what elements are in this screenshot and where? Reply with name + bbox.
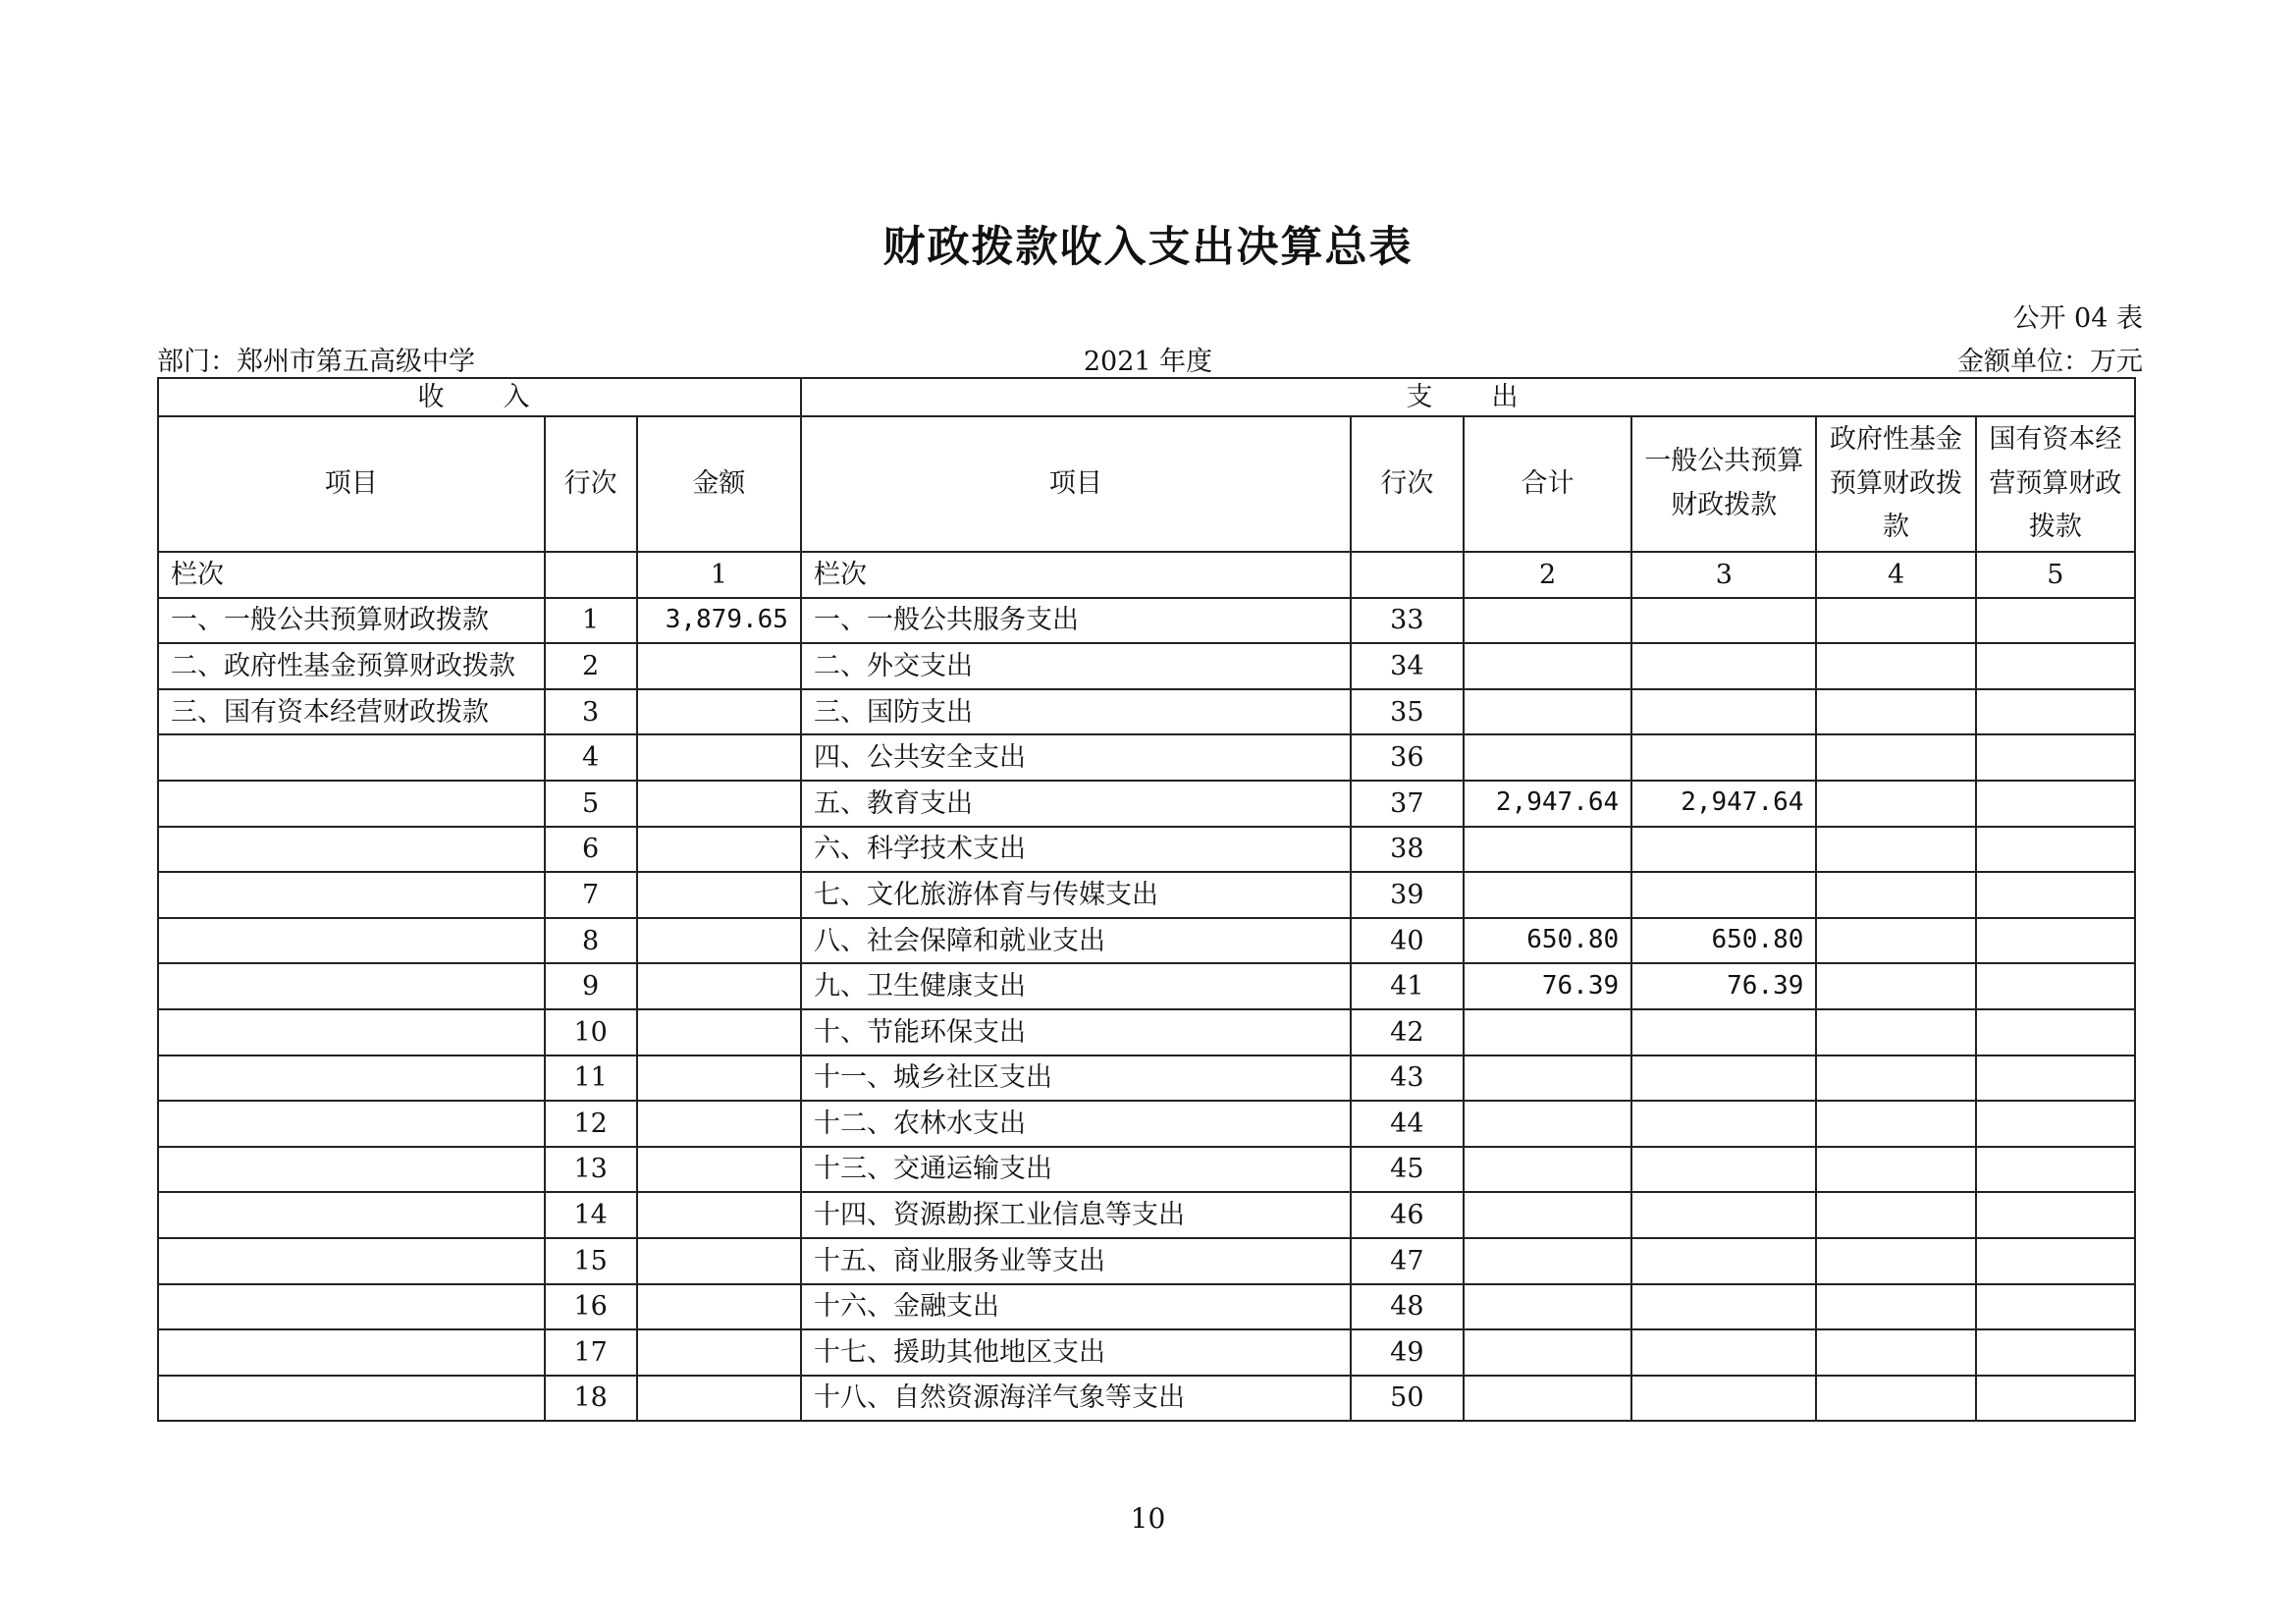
total-cell bbox=[1464, 1284, 1631, 1330]
total-cell bbox=[1464, 689, 1631, 735]
income-row-cell: 6 bbox=[545, 827, 637, 873]
state-capital-cell bbox=[1976, 1147, 2135, 1193]
income-item-cell bbox=[158, 918, 545, 964]
income-row-cell: 16 bbox=[545, 1284, 637, 1330]
income-amount-cell bbox=[637, 1192, 801, 1238]
page-title: 财政拨款收入支出决算总表 bbox=[882, 223, 1414, 272]
income-row-cell: 5 bbox=[545, 781, 637, 827]
header-income-amount: 金额 bbox=[637, 416, 801, 552]
table-row bbox=[158, 1101, 2135, 1147]
header-total: 合计 bbox=[1464, 416, 1631, 552]
expense-item-cell: 十三、交通运输支出 bbox=[801, 1147, 1351, 1193]
general-budget-cell: 650.80 bbox=[1631, 918, 1816, 964]
income-row-cell: 11 bbox=[545, 1056, 637, 1102]
expense-band: 支出 bbox=[801, 378, 2135, 416]
general-budget-cell bbox=[1631, 598, 1816, 644]
department-label: 部门：郑州市第五高级中学 bbox=[157, 347, 475, 377]
income-amount-cell bbox=[637, 1329, 801, 1376]
state-capital-cell bbox=[1976, 1056, 2135, 1102]
general-budget-cell bbox=[1631, 1147, 1816, 1193]
state-capital-cell bbox=[1976, 598, 2135, 644]
table-row bbox=[158, 781, 2135, 827]
general-budget-cell bbox=[1631, 1329, 1816, 1376]
total-cell bbox=[1464, 1009, 1631, 1056]
gov-fund-cell bbox=[1816, 1056, 1975, 1102]
table-row bbox=[158, 1009, 2135, 1056]
expense-row-cell: 44 bbox=[1351, 1101, 1464, 1147]
total-cell bbox=[1464, 1056, 1631, 1102]
expense-item-cell: 十八、自然资源海洋气象等支出 bbox=[801, 1376, 1351, 1422]
total-cell bbox=[1464, 872, 1631, 918]
table-row bbox=[158, 1238, 2135, 1284]
gov-fund-cell bbox=[1816, 1238, 1975, 1284]
expense-item-cell: 三、国防支出 bbox=[801, 689, 1351, 735]
gov-fund-cell bbox=[1816, 963, 1975, 1009]
income-amount-cell bbox=[637, 872, 801, 918]
gov-fund-cell bbox=[1816, 1147, 1975, 1193]
band-row bbox=[158, 378, 2135, 416]
income-amount-cell bbox=[637, 1238, 801, 1284]
income-row-cell: 14 bbox=[545, 1192, 637, 1238]
state-capital-cell bbox=[1976, 1329, 2135, 1376]
column-index-2: 2 bbox=[1464, 552, 1631, 598]
state-capital-cell bbox=[1976, 918, 2135, 964]
table-row bbox=[158, 1284, 2135, 1330]
expense-row-cell: 34 bbox=[1351, 643, 1464, 689]
income-row-cell: 1 bbox=[545, 598, 637, 644]
gov-fund-cell bbox=[1816, 1101, 1975, 1147]
total-cell: 2,947.64 bbox=[1464, 781, 1631, 827]
general-budget-cell: 76.39 bbox=[1631, 963, 1816, 1009]
column-index-4: 4 bbox=[1816, 552, 1975, 598]
expense-row-cell: 50 bbox=[1351, 1376, 1464, 1422]
total-cell bbox=[1464, 598, 1631, 644]
income-item-cell bbox=[158, 734, 545, 781]
expense-row-cell: 37 bbox=[1351, 781, 1464, 827]
expense-item-cell: 十七、援助其他地区支出 bbox=[801, 1329, 1351, 1376]
income-amount-cell bbox=[637, 1056, 801, 1102]
income-item-cell bbox=[158, 1056, 545, 1102]
income-item-cell bbox=[158, 963, 545, 1009]
total-cell bbox=[1464, 827, 1631, 873]
income-row-cell: 9 bbox=[545, 963, 637, 1009]
income-row-cell: 3 bbox=[545, 689, 637, 735]
income-item-cell bbox=[158, 827, 545, 873]
gov-fund-cell bbox=[1816, 1284, 1975, 1330]
state-capital-cell bbox=[1976, 1192, 2135, 1238]
gov-fund-cell bbox=[1816, 781, 1975, 827]
amount-unit: 金额单位：万元 bbox=[1957, 347, 2143, 377]
income-row-cell: 7 bbox=[545, 872, 637, 918]
gov-fund-cell bbox=[1816, 734, 1975, 781]
gov-fund-cell bbox=[1816, 1009, 1975, 1056]
general-budget-cell bbox=[1631, 827, 1816, 873]
table-row bbox=[158, 827, 2135, 873]
total-cell bbox=[1464, 1192, 1631, 1238]
state-capital-cell bbox=[1976, 1284, 2135, 1330]
expense-item-cell: 九、卫生健康支出 bbox=[801, 963, 1351, 1009]
general-budget-cell bbox=[1631, 1101, 1816, 1147]
income-item-cell bbox=[158, 1192, 545, 1238]
table-row bbox=[158, 734, 2135, 781]
state-capital-cell bbox=[1976, 963, 2135, 1009]
general-budget-cell: 2,947.64 bbox=[1631, 781, 1816, 827]
income-item-cell bbox=[158, 1238, 545, 1284]
income-amount-cell: 3,879.65 bbox=[637, 598, 801, 644]
header-general-budget: 一般公共预算财政拨款 bbox=[1631, 416, 1816, 552]
total-cell bbox=[1464, 1238, 1631, 1284]
table-row bbox=[158, 598, 2135, 644]
gov-fund-cell bbox=[1816, 827, 1975, 873]
header-expense-row: 行次 bbox=[1351, 416, 1464, 552]
total-cell bbox=[1464, 1147, 1631, 1193]
total-cell bbox=[1464, 643, 1631, 689]
table-row bbox=[158, 918, 2135, 964]
expense-row-cell: 35 bbox=[1351, 689, 1464, 735]
general-budget-cell bbox=[1631, 1192, 1816, 1238]
income-amount-cell bbox=[637, 689, 801, 735]
table-row bbox=[158, 1329, 2135, 1376]
income-row-cell: 17 bbox=[545, 1329, 637, 1376]
income-row-cell: 2 bbox=[545, 643, 637, 689]
total-cell bbox=[1464, 1329, 1631, 1376]
general-budget-cell bbox=[1631, 734, 1816, 781]
general-budget-cell bbox=[1631, 1284, 1816, 1330]
income-item-cell bbox=[158, 1101, 545, 1147]
general-budget-cell bbox=[1631, 1238, 1816, 1284]
total-cell bbox=[1464, 734, 1631, 781]
total-cell: 76.39 bbox=[1464, 963, 1631, 1009]
general-budget-cell bbox=[1631, 872, 1816, 918]
fiscal-year: 2021 年度 bbox=[1083, 347, 1213, 377]
expense-item-cell: 十六、金融支出 bbox=[801, 1284, 1351, 1330]
income-amount-cell bbox=[637, 781, 801, 827]
income-row-cell: 8 bbox=[545, 918, 637, 964]
total-cell bbox=[1464, 1376, 1631, 1422]
expense-row-cell: 49 bbox=[1351, 1329, 1464, 1376]
expense-item-cell: 七、文化旅游体育与传媒支出 bbox=[801, 872, 1351, 918]
income-amount-cell bbox=[637, 1147, 801, 1193]
expense-row-cell: 46 bbox=[1351, 1192, 1464, 1238]
expense-row-cell: 43 bbox=[1351, 1056, 1464, 1102]
income-row-cell: 4 bbox=[545, 734, 637, 781]
income-amount-cell bbox=[637, 1376, 801, 1422]
gov-fund-cell bbox=[1816, 598, 1975, 644]
gov-fund-cell bbox=[1816, 1192, 1975, 1238]
table-row bbox=[158, 1376, 2135, 1422]
expense-item-cell: 八、社会保障和就业支出 bbox=[801, 918, 1351, 964]
gov-fund-cell bbox=[1816, 918, 1975, 964]
table-row bbox=[158, 1192, 2135, 1238]
expense-item-cell: 六、科学技术支出 bbox=[801, 827, 1351, 873]
general-budget-cell bbox=[1631, 643, 1816, 689]
income-band: 收入 bbox=[158, 378, 801, 416]
state-capital-cell bbox=[1976, 734, 2135, 781]
income-amount-cell bbox=[637, 918, 801, 964]
income-row-cell: 12 bbox=[545, 1101, 637, 1147]
income-row-cell: 10 bbox=[545, 1009, 637, 1056]
gov-fund-cell bbox=[1816, 872, 1975, 918]
income-row-cell: 18 bbox=[545, 1376, 637, 1422]
income-amount-cell bbox=[637, 1009, 801, 1056]
column-index-row bbox=[158, 552, 2135, 598]
table-row bbox=[158, 1147, 2135, 1193]
expense-row-cell: 45 bbox=[1351, 1147, 1464, 1193]
general-budget-cell bbox=[1631, 689, 1816, 735]
state-capital-cell bbox=[1976, 643, 2135, 689]
expense-item-cell: 五、教育支出 bbox=[801, 781, 1351, 827]
expense-row-cell: 33 bbox=[1351, 598, 1464, 644]
state-capital-cell bbox=[1976, 827, 2135, 873]
income-amount-cell bbox=[637, 827, 801, 873]
expense-item-cell: 一、一般公共服务支出 bbox=[801, 598, 1351, 644]
total-cell: 650.80 bbox=[1464, 918, 1631, 964]
income-row-cell: 15 bbox=[545, 1238, 637, 1284]
income-item-cell bbox=[158, 1329, 545, 1376]
table-row bbox=[158, 643, 2135, 689]
expense-item-cell: 十一、城乡社区支出 bbox=[801, 1056, 1351, 1102]
income-item-cell bbox=[158, 1147, 545, 1193]
income-amount-cell bbox=[637, 1284, 801, 1330]
column-index-label: 栏次 bbox=[158, 552, 545, 598]
header-income-item: 项目 bbox=[158, 416, 545, 552]
state-capital-cell bbox=[1976, 872, 2135, 918]
expense-item-cell: 十二、农林水支出 bbox=[801, 1101, 1351, 1147]
expense-item-cell: 十四、资源勘探工业信息等支出 bbox=[801, 1192, 1351, 1238]
header-state-capital: 国有资本经营预算财政拨款 bbox=[1976, 416, 2135, 552]
income-amount-cell bbox=[637, 963, 801, 1009]
income-amount-cell bbox=[637, 643, 801, 689]
income-item-cell: 一、一般公共预算财政拨款 bbox=[158, 598, 545, 644]
table-row bbox=[158, 872, 2135, 918]
table-row bbox=[158, 689, 2135, 735]
income-item-cell: 三、国有资本经营财政拨款 bbox=[158, 689, 545, 735]
state-capital-cell bbox=[1976, 1376, 2135, 1422]
state-capital-cell bbox=[1976, 781, 2135, 827]
gov-fund-cell bbox=[1816, 1329, 1975, 1376]
expense-row-cell: 41 bbox=[1351, 963, 1464, 1009]
table-row bbox=[158, 963, 2135, 1009]
column-index-1: 1 bbox=[637, 552, 801, 598]
expense-row-cell: 39 bbox=[1351, 872, 1464, 918]
gov-fund-cell bbox=[1816, 643, 1975, 689]
header-row bbox=[158, 416, 2135, 552]
expense-row-cell: 40 bbox=[1351, 918, 1464, 964]
column-index-3: 3 bbox=[1631, 552, 1816, 598]
header-gov-fund: 政府性基金预算财政拨款 bbox=[1816, 416, 1975, 552]
form-code: 公开 04 表 bbox=[2012, 303, 2143, 334]
expense-row-cell: 38 bbox=[1351, 827, 1464, 873]
column-index-label-2: 栏次 bbox=[801, 552, 1351, 598]
income-amount-cell bbox=[637, 1101, 801, 1147]
table-row bbox=[158, 1056, 2135, 1102]
expense-row-cell: 42 bbox=[1351, 1009, 1464, 1056]
expense-row-cell: 36 bbox=[1351, 734, 1464, 781]
expense-item-cell: 十五、商业服务业等支出 bbox=[801, 1238, 1351, 1284]
general-budget-cell bbox=[1631, 1056, 1816, 1102]
state-capital-cell bbox=[1976, 1238, 2135, 1284]
gov-fund-cell bbox=[1816, 1376, 1975, 1422]
expense-row-cell: 48 bbox=[1351, 1284, 1464, 1330]
income-item-cell bbox=[158, 1009, 545, 1056]
income-row-cell: 13 bbox=[545, 1147, 637, 1193]
state-capital-cell bbox=[1976, 1009, 2135, 1056]
state-capital-cell bbox=[1976, 1101, 2135, 1147]
expense-item-cell: 二、外交支出 bbox=[801, 643, 1351, 689]
header-income-row: 行次 bbox=[545, 416, 637, 552]
column-index-empty-2 bbox=[1351, 552, 1464, 598]
income-item-cell: 二、政府性基金预算财政拨款 bbox=[158, 643, 545, 689]
expense-item-cell: 四、公共安全支出 bbox=[801, 734, 1351, 781]
income-amount-cell bbox=[637, 734, 801, 781]
general-budget-cell bbox=[1631, 1009, 1816, 1056]
expense-item-cell: 十、节能环保支出 bbox=[801, 1009, 1351, 1056]
column-index-5: 5 bbox=[1976, 552, 2135, 598]
page-number: 10 bbox=[1130, 1502, 1166, 1535]
gov-fund-cell bbox=[1816, 689, 1975, 735]
budget-table bbox=[157, 377, 2136, 1422]
income-item-cell bbox=[158, 1376, 545, 1422]
total-cell bbox=[1464, 1101, 1631, 1147]
income-item-cell bbox=[158, 1284, 545, 1330]
expense-row-cell: 47 bbox=[1351, 1238, 1464, 1284]
income-item-cell bbox=[158, 781, 545, 827]
income-item-cell bbox=[158, 872, 545, 918]
header-expense-item: 项目 bbox=[801, 416, 1351, 552]
column-index-empty bbox=[545, 552, 637, 598]
state-capital-cell bbox=[1976, 689, 2135, 735]
general-budget-cell bbox=[1631, 1376, 1816, 1422]
